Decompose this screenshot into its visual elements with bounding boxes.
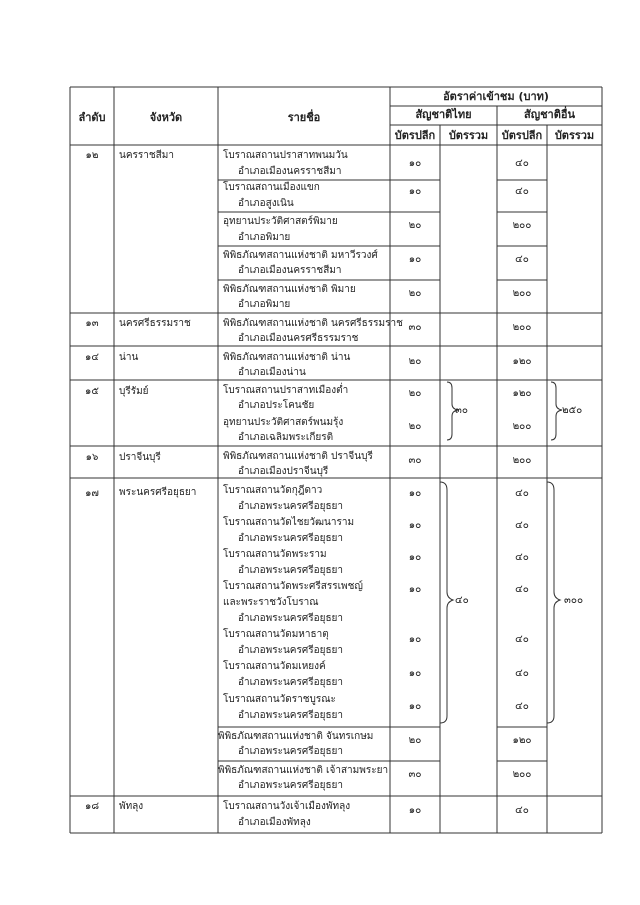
header-thai-single: บัตรปลีก	[394, 129, 436, 142]
site-district: อำเภอสูงเนิน	[238, 198, 294, 209]
foreign-single-fee: ๒๐๐	[512, 322, 532, 333]
foreign-single-fee: ๔๐	[515, 520, 529, 531]
thai-single-fee: ๑๐	[408, 805, 422, 816]
province-name: บุรีรัมย์	[119, 386, 149, 397]
row-number: ๑๔	[85, 352, 99, 363]
foreign-single-fee: ๑๒๐	[512, 735, 532, 746]
site-name: โบราณสถานวัดราชบูรณะ	[223, 694, 336, 705]
thai-single-fee: ๒๐	[408, 421, 422, 432]
site-district: อำเภอพระนครศรีอยุธยา	[238, 565, 344, 576]
thai-single-fee: ๑๐	[408, 634, 422, 645]
foreign-single-fee: ๒๐๐	[512, 288, 532, 299]
site-district: อำเภอเมืองนครราชสีมา	[238, 166, 342, 177]
foreign-single-fee: ๒๐๐	[512, 421, 532, 432]
header-thai: สัญชาติไทย	[415, 108, 472, 121]
foreign-combined-brace	[547, 482, 560, 723]
thai-single-fee: ๑๐	[408, 488, 422, 499]
thai-single-fee: ๓๐	[408, 769, 422, 780]
site-district: อำเภอพระนครศรีอยุธยา	[238, 533, 344, 544]
province-name: พัทลุง	[119, 801, 144, 812]
foreign-single-fee: ๔๐	[515, 805, 529, 816]
header-foreign: สัญชาติอื่น	[524, 108, 575, 121]
foreign-single-fee: ๔๐	[515, 158, 529, 169]
thai-single-fee: ๑๐	[408, 584, 422, 595]
foreign-combined-fee: ๒๕๐	[562, 405, 583, 416]
site-name: โบราณสถานวัดมเหยงค์	[223, 661, 326, 672]
row-number: ๑๗	[85, 488, 99, 499]
site-district: อำเภอเฉลิมพระเกียรติ	[238, 432, 334, 443]
foreign-single-fee: ๔๐	[515, 552, 529, 563]
thai-combined-fee: ๓๐	[455, 405, 468, 416]
province-name: นครราชสีมา	[119, 150, 174, 161]
site-district: อำเภอพระนครศรีอยุธยา	[238, 613, 344, 624]
site-district: อำเภอพระนครศรีอยุธยา	[238, 677, 344, 688]
row-number: ๑๒	[85, 150, 99, 161]
foreign-single-fee: ๒๐๐	[512, 220, 532, 231]
thai-single-fee: ๒๐	[408, 356, 422, 367]
foreign-combined-fee: ๓๐๐	[564, 595, 584, 606]
site-name: โบราณสถานวังเจ้าเมืองพัทลุง	[223, 801, 351, 812]
foreign-single-fee: ๒๐๐	[512, 769, 532, 780]
site-district: อำเภอเมืองนครศรีธรรมราช	[238, 333, 359, 344]
header-name: รายชื่อ	[287, 111, 321, 124]
foreign-single-fee: ๔๐	[515, 668, 529, 679]
thai-single-fee: ๒๐	[408, 735, 422, 746]
foreign-single-fee: ๔๐	[515, 254, 529, 265]
site-district: อำเภอพิมาย	[238, 299, 291, 310]
foreign-single-fee: ๒๐๐	[512, 455, 532, 466]
foreign-single-fee: ๔๐	[515, 488, 529, 499]
thai-single-fee: ๑๐	[408, 520, 422, 531]
thai-combined-fee: ๔๐	[455, 595, 469, 606]
thai-single-fee: ๒๐	[408, 288, 422, 299]
site-name-line2: และพระราชวังโบราณ	[223, 597, 319, 608]
thai-single-fee: ๒๐	[408, 388, 422, 399]
site-name: โบราณสถานปราสาทเมืองต่ำ	[223, 385, 349, 396]
site-name: พิพิธภัณฑสถานแห่งชาติ ปราจีนบุรี	[223, 451, 373, 462]
site-district: อำเภอพระนครศรีอยุธยา	[238, 501, 344, 512]
site-name: พิพิธภัณฑสถานแห่งชาติ จันทรเกษม	[218, 731, 374, 742]
site-name: โบราณสถานวัดมหาธาตุ	[223, 629, 329, 640]
site-district: อำเภอประโคนชัย	[238, 400, 315, 411]
row-number: ๑๘	[84, 801, 100, 812]
row-number: ๑๖	[85, 452, 99, 463]
foreign-single-fee: ๔๐	[515, 584, 529, 595]
thai-combined-brace	[440, 482, 453, 723]
foreign-single-fee: ๔๐	[515, 701, 529, 712]
site-name: โบราณสถานเมืองแขก	[223, 182, 320, 193]
header-order: ลำดับ	[78, 111, 106, 124]
row-number: ๑๕	[85, 386, 99, 397]
header-thai-combined: บัตรรวม	[448, 129, 489, 142]
thai-single-fee: ๓๐	[408, 322, 422, 333]
site-name: โบราณสถานวัดพระราม	[223, 549, 327, 560]
foreign-single-fee: ๑๒๐	[512, 388, 532, 399]
header-foreign-combined: บัตรรวม	[554, 129, 595, 142]
thai-single-fee: ๑๐	[408, 254, 422, 265]
site-name: โบราณสถานวัดพระศรีสรรเพชญ์	[223, 581, 363, 592]
site-district: อำเภอเมืองพัทลุง	[238, 817, 311, 828]
site-district: อำเภอเมืองน่าน	[238, 367, 306, 378]
foreign-single-fee: ๔๐	[515, 634, 529, 645]
foreign-single-fee: ๔๐	[515, 186, 529, 197]
thai-single-fee: ๑๐	[408, 701, 422, 712]
thai-single-fee: ๑๐	[408, 668, 422, 679]
site-name: พิพิธภัณฑสถานแห่งชาติ นครศรีธรรมราช	[223, 318, 403, 329]
province-name: พระนครศรีอยุธยา	[119, 487, 197, 498]
header-province: จังหวัด	[149, 111, 183, 124]
thai-single-fee: ๑๐	[408, 186, 422, 197]
thai-single-fee: ๒๐	[408, 220, 422, 231]
site-name: โบราณสถานวัดกุฎีดาว	[223, 485, 323, 496]
site-district: อำเภอพระนครศรีอยุธยา	[238, 780, 344, 791]
site-district: อำเภอเมืองปราจีนบุรี	[238, 466, 329, 477]
province-name: ปราจีนบุรี	[119, 452, 161, 463]
thai-single-fee: ๑๐	[408, 552, 422, 563]
site-district: อำเภอพระนครศรีอยุธยา	[238, 746, 344, 757]
header-fee: อัตราค่าเข้าชม (บาท)	[443, 90, 549, 103]
site-name: พิพิธภัณฑสถานแห่งชาติ มหาวีรวงศ์	[223, 250, 378, 261]
site-district: อำเภอเมืองนครราชสีมา	[238, 265, 342, 276]
site-district: อำเภอพระนครศรีอยุธยา	[238, 710, 344, 721]
site-name: อุทยานประวัติศาสตร์พิมาย	[223, 216, 338, 227]
site-name: พิพิธภัณฑสถานแห่งชาติ เจ้าสามพระยา	[218, 765, 389, 776]
site-district: อำเภอพระนครศรีอยุธยา	[238, 645, 344, 656]
header-foreign-single: บัตรปลีก	[501, 129, 543, 142]
site-district: อำเภอพิมาย	[238, 232, 291, 243]
thai-single-fee: ๑๐	[408, 158, 422, 169]
row-number: ๑๓	[85, 318, 99, 329]
site-name: อุทยานประวัติศาสตร์พนมรุ้ง	[223, 417, 344, 428]
foreign-single-fee: ๑๒๐	[512, 356, 532, 367]
foreign-combined-brace	[551, 382, 562, 440]
site-name: โบราณสถานวัดไชยวัฒนาราม	[223, 517, 355, 528]
thai-single-fee: ๓๐	[408, 455, 422, 466]
province-name: น่าน	[119, 352, 139, 363]
site-name: โบราณสถานปราสาทพนมวัน	[223, 150, 348, 161]
site-name: พิพิธภัณฑสถานแห่งชาติ น่าน	[223, 352, 351, 363]
province-name: นครศรีธรรมราช	[119, 318, 191, 329]
site-name: พิพิธภัณฑสถานแห่งชาติ พิมาย	[223, 284, 356, 295]
